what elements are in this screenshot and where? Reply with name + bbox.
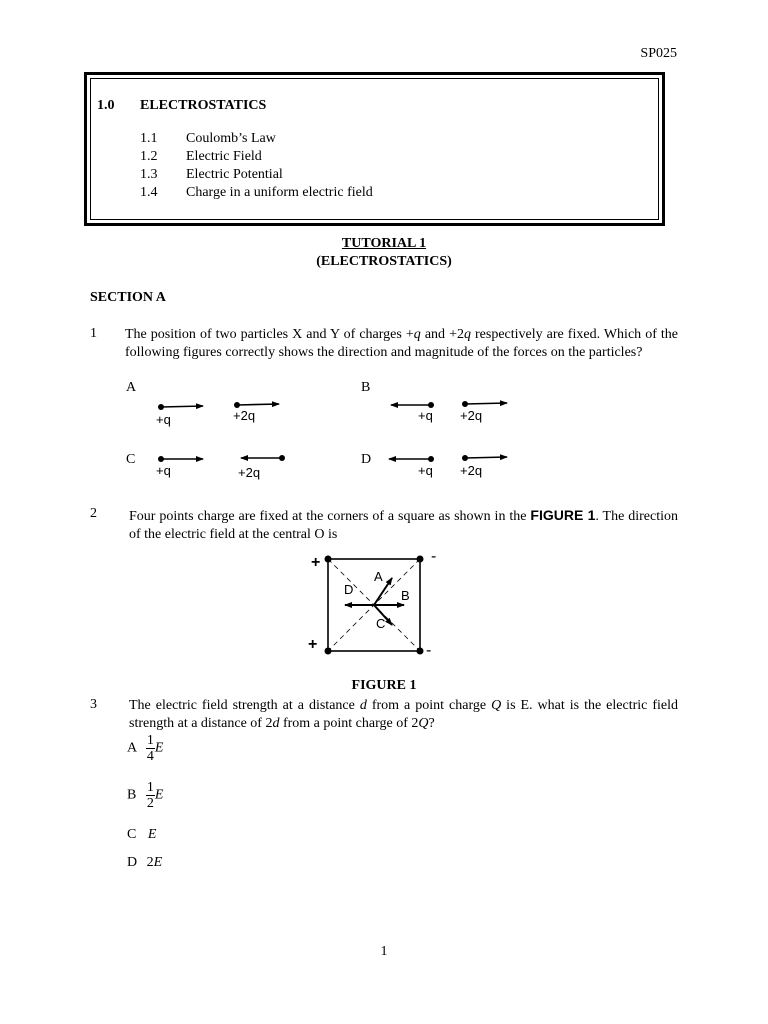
q1-option-c-letter: C — [126, 452, 136, 467]
sign-top-left: + — [311, 554, 321, 571]
figure-1-caption: FIGURE 1 — [351, 678, 417, 693]
tutorial-title: TUTORIAL 1 — [341, 236, 427, 251]
q1-option-a-letter: A — [126, 380, 137, 395]
option-variable: E — [154, 740, 164, 756]
q1-option-b-diagram — [391, 401, 507, 408]
q1-c-right-label: +2q — [238, 465, 261, 480]
q2-text-part: Four points charge are fixed at the corners of a square as shown in the — [129, 509, 531, 524]
charge-dot — [417, 556, 424, 563]
q3-option-a — [127, 733, 163, 764]
topic-title: ELECTROSTATICS — [140, 98, 267, 113]
force-arrow — [161, 406, 203, 407]
arrow-label-c: C — [376, 616, 386, 631]
subtopic-number: 1.2 — [140, 149, 158, 164]
fraction — [146, 733, 155, 764]
page-number: 1 — [380, 944, 388, 959]
q2-text-part: . The direction of the electric field at the central O is — [129, 509, 678, 542]
question-3-text — [129, 697, 678, 733]
q3-text-part: from a point charge — [366, 698, 492, 713]
q1-option-b-letter: B — [361, 380, 371, 395]
q3-var-Q: Q — [491, 698, 502, 713]
q1-text-part: and +2 — [420, 327, 464, 342]
document-code: SP025 — [640, 46, 677, 61]
q1-option-d-diagram — [389, 455, 507, 462]
q1-a-right-label: +2q — [233, 408, 256, 423]
q1-text-part: respectively are fixed. Which of the following figures correctly shows the direction and magnitude of the forces on the particles? — [125, 327, 679, 360]
q1-b-left-label: +q — [418, 408, 433, 423]
fraction — [146, 780, 155, 811]
q3-option-b — [127, 780, 163, 811]
subtopic-number: 1.4 — [140, 185, 158, 200]
q1-text-part: The position of two particles X and Y of charges + — [125, 327, 414, 342]
subtopic-title: Charge in a uniform electric field — [186, 185, 373, 200]
question-2-text — [129, 506, 678, 544]
q3-option-d — [127, 855, 162, 871]
question-2-number: 2 — [90, 506, 97, 521]
q3-option-c — [127, 827, 156, 843]
fraction-denominator: 2 — [146, 796, 154, 811]
charge-dot — [325, 556, 332, 563]
tutorial-subtitle: (ELECTROSTATICS) — [316, 254, 452, 269]
force-arrow — [237, 404, 279, 405]
subtopic-title: Electric Field — [186, 149, 262, 164]
q1-b-right-label: +2q — [460, 408, 483, 423]
option-letter: B — [127, 787, 137, 803]
q3-text-part: ? — [428, 716, 435, 731]
option-letter: C — [127, 827, 137, 842]
force-arrow — [465, 457, 507, 458]
option-value: E — [147, 827, 157, 842]
q1-option-a-diagram — [158, 402, 279, 410]
q3-text-part: The electric field strength at a distance — [129, 698, 360, 713]
q3-var-d: d — [359, 698, 367, 713]
q1-option-c-diagram — [158, 455, 285, 462]
q3-var-d: d — [272, 716, 280, 731]
section-heading: SECTION A — [90, 290, 166, 305]
option-coefficient: 2 — [146, 855, 154, 870]
q1-d-left-label: +q — [418, 463, 433, 478]
sign-bottom-right: - — [426, 642, 432, 659]
question-3-number: 3 — [90, 697, 97, 712]
q1-option-d-letter: D — [361, 452, 372, 467]
option-letter: D — [127, 855, 138, 870]
arrow-label-d: D — [344, 582, 354, 597]
subtopic-title: Coulomb’s Law — [186, 131, 276, 146]
force-arrow — [465, 403, 507, 404]
fraction-denominator: 4 — [146, 749, 154, 764]
arrow-label-b: B — [401, 588, 410, 603]
q1-a-left-label: +q — [156, 412, 171, 427]
question-1-number: 1 — [90, 326, 97, 341]
fraction-numerator: 1 — [146, 780, 154, 795]
option-letter: A — [127, 740, 137, 756]
q1-var-q: q — [463, 327, 471, 342]
q1-var-q: q — [413, 327, 421, 342]
charge-dot — [417, 648, 424, 655]
charge-dot — [325, 648, 332, 655]
option-variable: E — [153, 855, 163, 870]
q3-var-Q: Q — [418, 716, 429, 731]
subtopic-number: 1.3 — [140, 167, 158, 182]
q1-d-right-label: +2q — [460, 463, 483, 478]
fraction-numerator: 1 — [146, 733, 154, 748]
q3-text-part: is E. what is the electric field strength at a distance of 2 — [129, 698, 679, 731]
q3-text-part: from a point charge of 2 — [279, 716, 419, 731]
q2-figure-ref: FIGURE 1 — [530, 507, 596, 523]
arrow-label-a: A — [374, 569, 383, 584]
topic-number: 1.0 — [97, 98, 115, 113]
subtopic-title: Electric Potential — [186, 167, 283, 182]
option-variable: E — [154, 787, 164, 803]
sign-top-right: - — [431, 548, 437, 565]
q1-c-left-label: +q — [156, 463, 171, 478]
subtopic-number: 1.1 — [140, 131, 158, 146]
sign-bottom-left: + — [308, 636, 318, 653]
